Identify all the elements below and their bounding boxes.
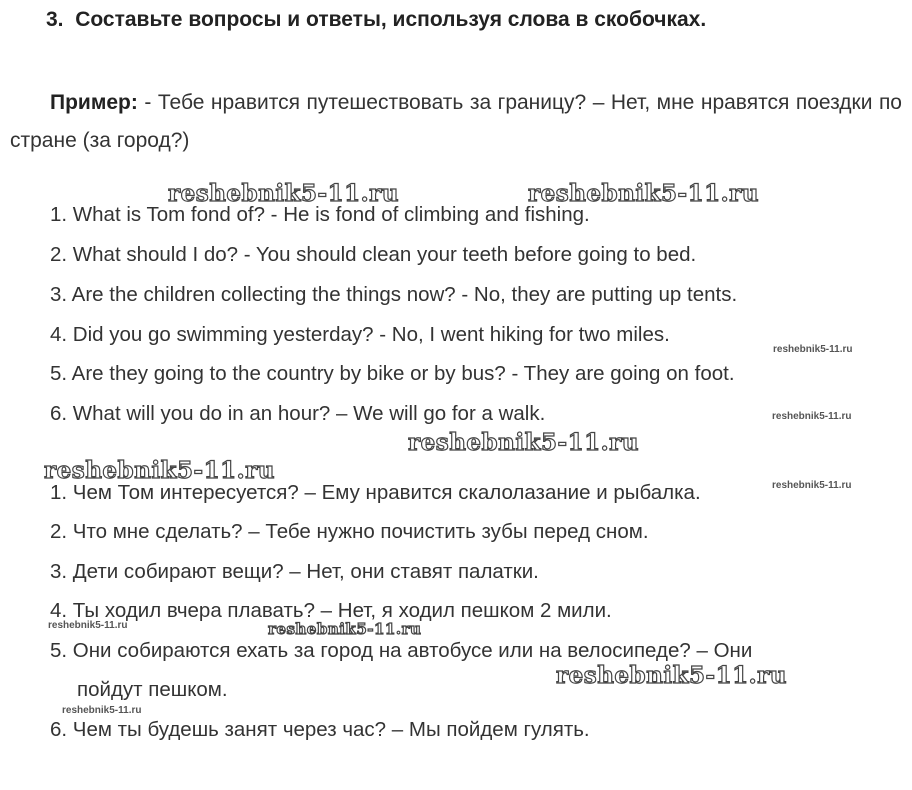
task-number: 3. [46, 8, 64, 31]
watermark: reshebnik5-11.ru [408, 429, 639, 456]
english-line-3: 3. Are the children collecting the things now? - No, they are putting up tents. [50, 283, 738, 306]
english-line-1: 1. What is Tom fond of? - He is fond of climbing and fishing. [50, 203, 590, 226]
russian-line-3: 3. Дети собирают вещи? – Нет, они ставят палатки. [50, 560, 539, 583]
watermark: reshebnik5-11.ru [48, 620, 128, 631]
russian-line-1: 1. Чем Том интересуется? – Ему нравится скалолазание и рыбалка. [50, 481, 701, 504]
watermark: reshebnik5-11.ru [773, 344, 853, 355]
english-line-2: 2. What should I do? - You should clean your teeth before going to bed. [50, 243, 697, 266]
russian-line-5-text: 5. Они собираются ехать за город на автобусе или на велосипеде? – Они [50, 639, 753, 662]
watermark: reshebnik5-11.ru [168, 180, 399, 207]
english-line-6: 6. What will you do in an hour? – We will go for a walk. [50, 402, 546, 425]
task-heading [46, 8, 706, 32]
example-paragraph [10, 84, 902, 160]
watermark: reshebnik5-11.ru [62, 705, 142, 716]
english-line-4: 4. Did you go swimming yesterday? - No, I went hiking for two miles. [50, 323, 670, 346]
watermark: reshebnik5-11.ru [556, 662, 787, 689]
watermark: reshebnik5-11.ru [44, 457, 275, 484]
russian-line-2: 2. Что мне сделать? – Тебе нужно почистить зубы перед сном. [50, 520, 649, 543]
russian-line-6: 6. Чем ты будешь занят через час? – Мы пойдем гулять. [50, 718, 590, 741]
watermark: reshebnik5-11.ru [528, 180, 759, 207]
russian-line-4: 4. Ты ходил вчера плавать? – Нет, я ходил пешком 2 мили. [50, 599, 612, 622]
english-line-5: 5. Are they going to the country by bike or by bus? - They are going on foot. [50, 362, 735, 385]
watermark: reshebnik5-11.ru [772, 411, 852, 422]
task-text: Составьте вопросы и ответы, используя слова в скобочках. [75, 8, 707, 31]
watermark: reshebnik5-11.ru [772, 480, 852, 491]
russian-line-5-continuation: пойдут пешком. [77, 678, 228, 701]
example-label: Пример: [50, 91, 138, 114]
watermark: reshebnik5-11.ru [268, 620, 422, 638]
example-text: - Тебе нравится путешествовать за границу? – Нет, мне нравятся поездки по стране (за город?) [10, 91, 902, 152]
